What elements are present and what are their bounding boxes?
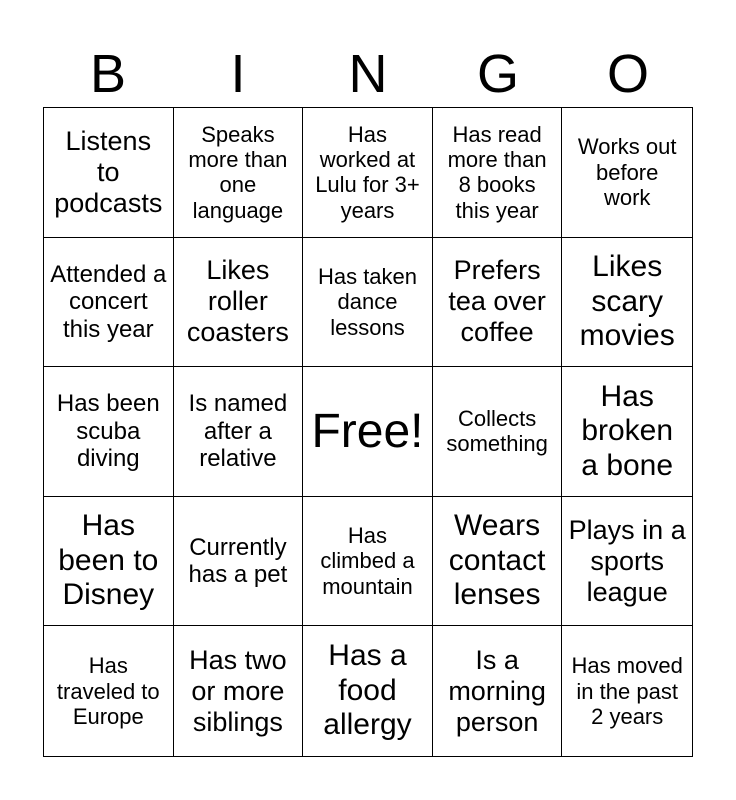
- cell-text: Attended a concert this year: [50, 260, 167, 343]
- bingo-cell[interactable]: [562, 238, 692, 368]
- bingo-cell[interactable]: [44, 108, 174, 238]
- cell-text: Has been scuba diving: [56, 390, 160, 473]
- bingo-cell[interactable]: [562, 367, 692, 497]
- bingo-cell[interactable]: [44, 626, 174, 756]
- cell-text: Prefers tea over coffee: [448, 255, 546, 348]
- cell-text: Listens to podcasts: [54, 125, 163, 218]
- cell-text: Has moved in the past 2 years: [571, 653, 683, 729]
- cell-text: Has traveled to Europe: [56, 653, 160, 729]
- cell-text: Currently has a pet: [188, 533, 288, 589]
- bingo-cell[interactable]: [433, 497, 563, 627]
- bingo-cell[interactable]: [44, 497, 174, 627]
- bingo-cell[interactable]: [303, 108, 433, 238]
- cell-text: Has worked at Lulu for 3+ years: [315, 121, 420, 223]
- cell-text: Has climbed a mountain: [320, 523, 415, 599]
- cell-text: Has taken dance lessons: [317, 263, 418, 340]
- bingo-board: [43, 107, 693, 757]
- cell-text: Has read more than 8 books this year: [447, 121, 547, 223]
- bingo-cell[interactable]: [44, 367, 174, 497]
- header-letter-o: O: [606, 44, 649, 104]
- cell-text: Speaks more than one language: [188, 121, 288, 223]
- cell-text: Has broken a bone: [581, 379, 674, 482]
- bingo-cell[interactable]: [433, 238, 563, 368]
- bingo-cell[interactable]: [303, 626, 433, 756]
- cell-text: Likes scary movies: [579, 250, 675, 353]
- header-letter-g: G: [476, 44, 519, 104]
- cell-text: Has two or more siblings: [189, 644, 287, 737]
- bingo-cell[interactable]: [303, 238, 433, 368]
- cell-text: Collects something: [446, 406, 548, 457]
- bingo-cell[interactable]: [562, 626, 692, 756]
- cell-text: Is a morning person: [448, 644, 546, 737]
- bingo-cell[interactable]: [562, 108, 692, 238]
- bingo-cell[interactable]: [44, 238, 174, 368]
- bingo-cell free-cell[interactable]: [303, 367, 433, 497]
- cell-text: Has a food allergy: [323, 639, 412, 742]
- cell-text: Wears contact lenses: [448, 509, 546, 612]
- bingo-cell[interactable]: [174, 626, 304, 756]
- cell-text: Works out before work: [577, 134, 677, 210]
- cell-text: Likes roller coasters: [186, 255, 289, 348]
- bingo-cell[interactable]: [433, 108, 563, 238]
- bingo-cell[interactable]: [433, 626, 563, 756]
- bingo-cell[interactable]: [174, 238, 304, 368]
- header-letter-b: B: [89, 44, 127, 104]
- bingo-cell[interactable]: [174, 367, 304, 497]
- bingo-cell[interactable]: [174, 497, 304, 627]
- bingo-cell[interactable]: [562, 497, 692, 627]
- bingo-cell[interactable]: [303, 497, 433, 627]
- header-letter-n: N: [348, 44, 388, 104]
- free-space-text: Free!: [311, 404, 424, 458]
- bingo-header: [43, 40, 693, 108]
- bingo-cell[interactable]: [433, 367, 563, 497]
- cell-text: Is named after a relative: [188, 390, 288, 473]
- cell-text: Plays in a sports league: [568, 514, 686, 607]
- header-letter-i: I: [230, 44, 246, 104]
- bingo-cell[interactable]: [174, 108, 304, 238]
- cell-text: Has been to Disney: [58, 509, 159, 612]
